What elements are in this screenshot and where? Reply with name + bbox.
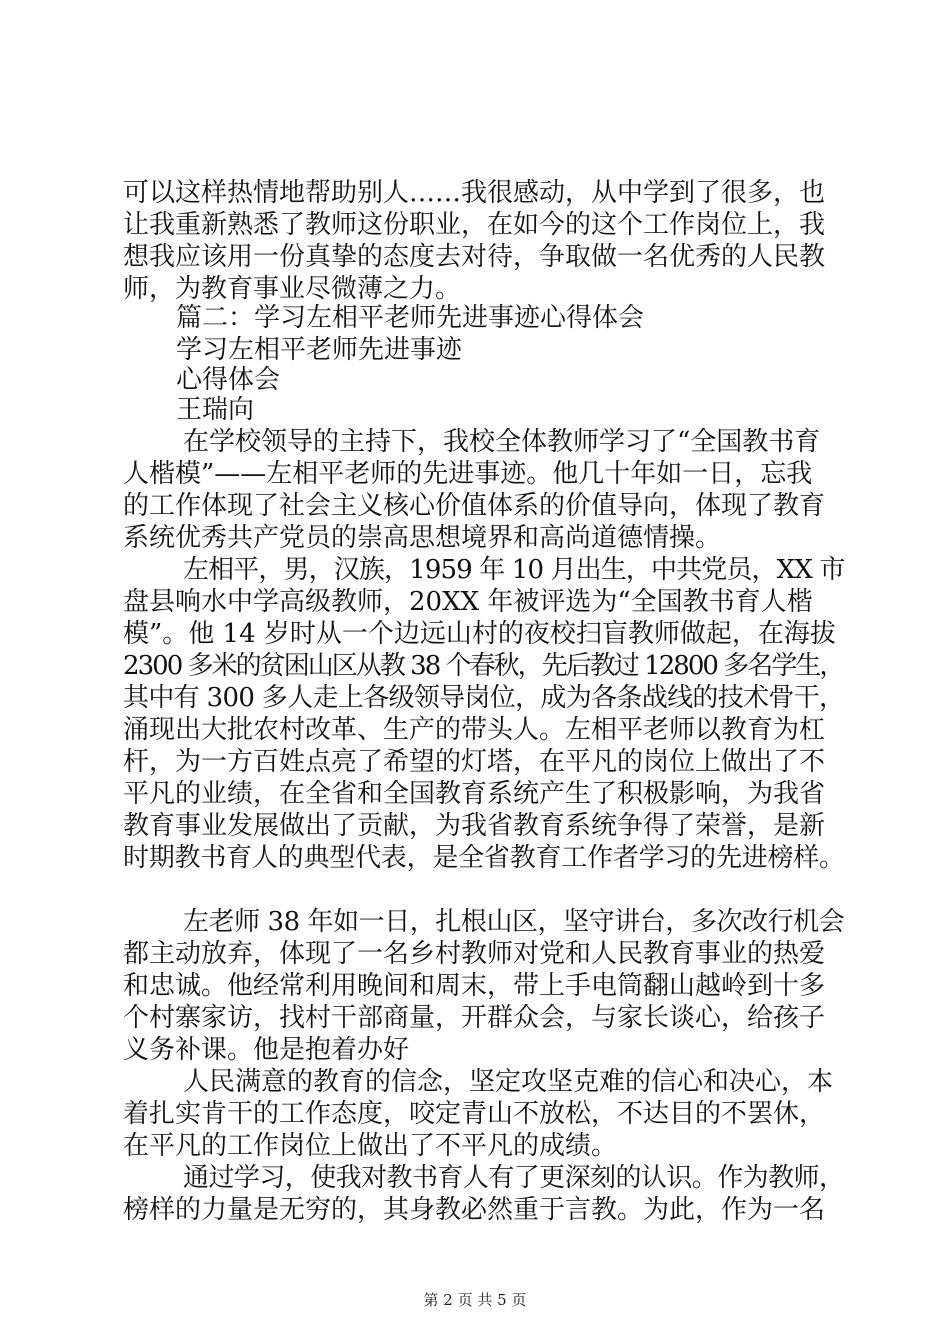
text-line: 教育事业发展做出了贡献，为我省教育系统争得了荣誉，是新 xyxy=(123,811,826,841)
text-line: 2300 多米的贫困山区从教 38 个春秋，先后教过 12800 多名学生， xyxy=(123,651,844,681)
section-heading: 篇二：学习左相平老师先进事迹心得体会 xyxy=(176,303,645,333)
text-line: 在学校领导的主持下，我校全体教师学习了“全国教书育 xyxy=(183,427,821,457)
text-line: 通过学习，使我对教书育人有了更深刻的认识。作为教师， xyxy=(183,1163,845,1193)
text-line: 想我应该用一份真挚的态度去对待，争取做一名优秀的人民教 xyxy=(123,242,826,272)
text-line: 着扎实肯干的工作态度，咬定青山不放松，不达目的不罢休， xyxy=(123,1099,826,1129)
text-line: 义务补课。他是抱着办好 xyxy=(123,1035,410,1065)
text-line: 和忠诚。他经常利用晚间和周末，带上手电筒翻山越岭到十多 xyxy=(123,971,826,1001)
article-subtitle: 心得体会 xyxy=(176,365,281,395)
text-line: 个村寨家访，找村干部商量，开群众会，与家长谈心，给孩子 xyxy=(123,1003,826,1033)
text-line: 其中有 300 多人走上各级领导岗位，成为各条战线的技术骨干， xyxy=(123,683,845,713)
author-name: 王瑞向 xyxy=(176,395,255,425)
text-line: 师，为教育事业尽微薄之力。 xyxy=(123,274,462,304)
text-line: 杆，为一方百姓点亮了希望的灯塔，在平凡的岗位上做出了不 xyxy=(123,747,826,777)
text-line: 系统优秀共产党员的崇高思想境界和高尚道德情操。 xyxy=(123,523,722,553)
text-line: 盘县响水中学高级教师，20XX 年被评选为“全国教书育人楷 xyxy=(123,587,813,617)
text-line: 在平凡的工作岗位上做出了不平凡的成绩。 xyxy=(123,1131,618,1161)
text-line: 的工作体现了社会主义核心价值体系的价值导向，体现了教育 xyxy=(123,491,826,521)
text-line: 涌现出大批农村改革、生产的带头人。左相平老师以教育为杠 xyxy=(123,715,826,745)
text-line: 模”。他 14 岁时从一个边远山村的夜校扫盲教师做起，在海拔 xyxy=(123,619,836,649)
text-line: 平凡的业绩，在全省和全国教育系统产生了积极影响，为我省 xyxy=(123,779,826,809)
text-line: 都主动放弃，体现了一名乡村教师对党和人民教育事业的热爱 xyxy=(123,939,826,969)
text-line: 人楷模”——左相平老师的先进事迹。他几十年如一日，忘我 xyxy=(123,459,813,489)
text-line: 左老师 38 年如一日，扎根山区，坚守讲台，多次改行机会 xyxy=(183,907,845,937)
text-line: 榜样的力量是无穷的，其身教必然重于言教。为此，作为一名 xyxy=(123,1195,826,1225)
article-title: 学习左相平老师先进事迹 xyxy=(176,335,463,365)
text-line: 时期教书育人的典型代表，是全省教育工作者学习的先进榜样。 xyxy=(123,843,845,873)
page-number-footer: 第 2 页 共 5 页 xyxy=(423,1291,527,1309)
text-line: 人民满意的教育的信念，坚定攻坚克难的信心和决心，本 xyxy=(183,1067,834,1097)
text-line: 可以这样热情地帮助别人……我很感动，从中学到了很多，也 xyxy=(123,178,826,208)
text-line: 左相平，男，汉族，1959 年 10 月出生，中共党员，XX 市 xyxy=(183,555,845,585)
text-line: 让我重新熟悉了教师这份职业，在如今的这个工作岗位上，我 xyxy=(123,210,826,240)
